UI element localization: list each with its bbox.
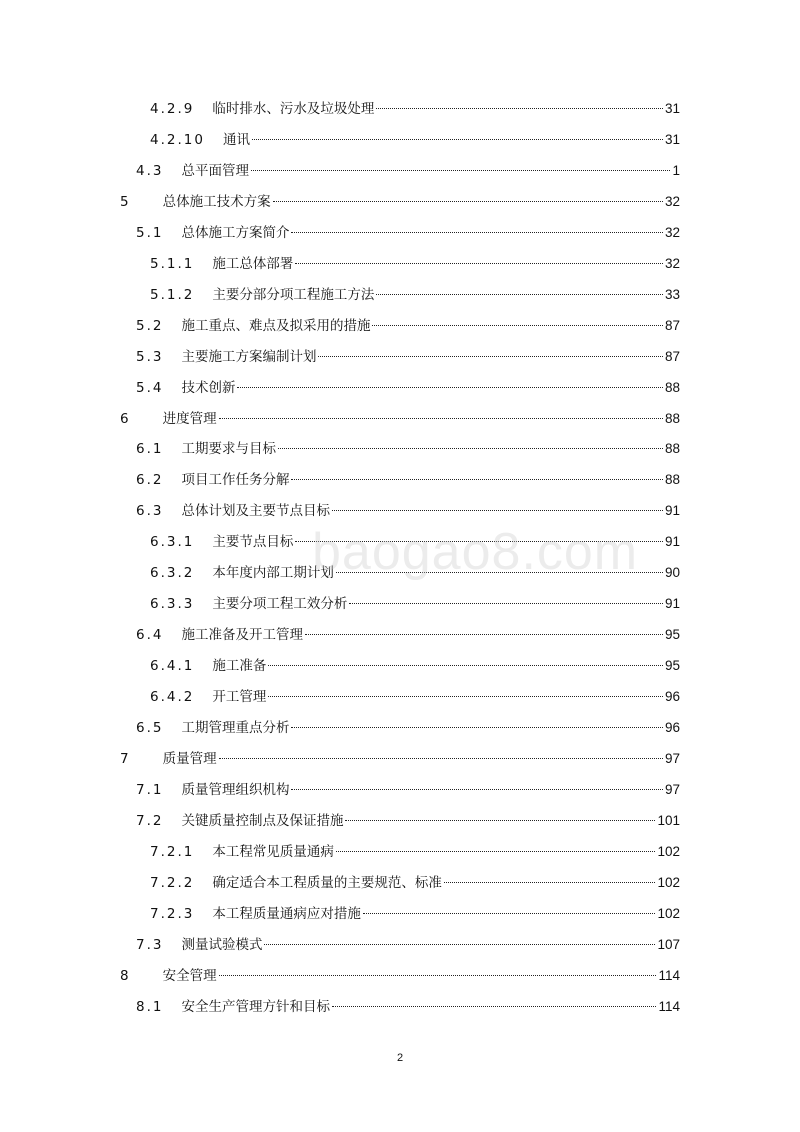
toc-entry-title: 主要节点目标 (212, 534, 294, 551)
dot-leader (291, 479, 662, 480)
toc-entry-number: 4.3 (136, 162, 164, 179)
dot-leader (336, 851, 656, 852)
toc-entry-title: 工期要求与目标 (181, 441, 276, 458)
dot-leader (291, 727, 662, 728)
toc-entry-title: 关键质量控制点及保证措施 (181, 812, 344, 829)
toc-entry[interactable] (150, 655, 680, 677)
toc-entry-page: 87 (664, 348, 680, 364)
dot-leader (444, 882, 656, 883)
toc-entry[interactable] (136, 934, 680, 956)
toc-entry[interactable] (136, 779, 680, 801)
toc-entry[interactable] (136, 996, 680, 1018)
toc-entry[interactable] (136, 717, 680, 739)
toc-entry-page: 91 (664, 534, 680, 550)
toc-entry-number: 5.1.2 (150, 286, 195, 303)
dot-leader (349, 603, 663, 604)
toc-entry[interactable] (120, 748, 680, 770)
toc-entry-page: 95 (664, 658, 680, 674)
toc-entry-page: 114 (658, 998, 680, 1014)
toc-entry[interactable] (150, 129, 680, 151)
toc-entry-page: 96 (664, 689, 680, 705)
dot-leader (237, 387, 662, 388)
toc-entry-number: 7 (120, 750, 131, 767)
toc-entry-page: 102 (657, 843, 680, 859)
toc-entry-title: 临时排水、污水及垃圾处理 (212, 101, 375, 117)
dot-leader (268, 665, 663, 666)
toc-entry-title: 总平面管理 (181, 162, 249, 179)
toc-entry[interactable] (136, 500, 680, 522)
toc-entry-page: 31 (664, 101, 680, 116)
dot-leader (219, 758, 663, 759)
toc-entry[interactable] (120, 191, 680, 213)
toc-entry-number: 6.5 (136, 720, 164, 736)
toc-entry-page: 88 (664, 410, 680, 426)
dot-leader (318, 356, 662, 357)
toc-entry-number: 6.4.1 (150, 658, 195, 675)
toc-entry-title: 项目工作任务分解 (181, 472, 290, 489)
toc-entry[interactable] (136, 469, 680, 491)
toc-entry-title: 测量试验模式 (181, 936, 263, 953)
toc-entry-number: 6.3.1 (150, 534, 195, 551)
dot-leader (363, 913, 656, 914)
toc-entry-number: 7.2.1 (150, 843, 195, 860)
toc-entry-title: 施工准备 (212, 658, 267, 675)
watermark: baogao8.com (312, 523, 639, 581)
toc-entry[interactable] (150, 841, 680, 863)
toc-entry-number: 4.2.10 (150, 131, 205, 148)
dot-leader (332, 510, 663, 511)
toc-entry-page: 95 (664, 627, 680, 643)
toc-entry[interactable] (136, 222, 680, 244)
toc-entry-number: 8.1 (136, 998, 164, 1015)
toc-entry-title: 本工程质量通病应对措施 (212, 905, 361, 922)
dot-leader (219, 975, 657, 976)
toc-entry-title: 本年度内部工期计划 (212, 565, 334, 582)
toc-entry[interactable] (136, 438, 680, 460)
dot-leader (291, 789, 662, 790)
toc-entry[interactable] (150, 686, 680, 708)
toc-entry-page: 91 (664, 596, 680, 612)
dot-leader (268, 696, 663, 697)
toc-entry-number: 7.2.2 (150, 874, 195, 891)
toc-entry[interactable] (150, 98, 680, 120)
toc-entry-page: 32 (664, 193, 680, 209)
toc-entry-page: 114 (658, 967, 680, 983)
toc-entry-title: 工期管理重点分析 (181, 720, 290, 736)
dot-leader (278, 448, 663, 449)
toc-entry-number: 5.1 (136, 224, 164, 241)
dot-leader (376, 108, 663, 109)
toc-entry[interactable] (136, 810, 680, 832)
toc-entry-page: 101 (657, 812, 680, 828)
toc-entry-title: 本工程常见质量通病 (212, 843, 334, 860)
toc-entry-number: 6.3 (136, 503, 164, 520)
dot-leader (251, 170, 671, 171)
toc-entry-title: 施工总体部署 (212, 255, 294, 272)
dot-leader (252, 139, 663, 140)
toc-entry-page: 97 (664, 750, 680, 766)
toc-entry-page: 88 (664, 441, 680, 457)
toc-entry[interactable] (120, 408, 680, 430)
toc-entry-number: 5.2 (136, 317, 164, 334)
dot-leader (273, 201, 663, 202)
page-number: 2 (396, 1052, 404, 1064)
toc-entry-page: 97 (664, 781, 680, 797)
toc-entry-page: 32 (664, 224, 680, 240)
toc-entry-title: 主要分项工程工效分析 (212, 596, 348, 613)
toc-entry-number: 7.2 (136, 812, 164, 829)
toc-entry[interactable] (150, 284, 680, 306)
toc-entry-title: 确定适合本工程质量的主要规范、标准 (212, 874, 442, 891)
toc-entry-number: 6.4 (136, 627, 164, 644)
dot-leader (332, 1006, 656, 1007)
toc-entry-number: 6.2 (136, 472, 164, 489)
dot-leader (372, 325, 662, 326)
toc-entry-title: 总体施工方案简介 (181, 224, 290, 241)
toc-entry-title: 安全管理 (162, 967, 217, 984)
toc-entry-number: 8 (120, 967, 131, 984)
toc-entry-title: 质量管理 (162, 750, 217, 767)
dot-leader (264, 944, 655, 945)
toc-entry-page: 102 (657, 874, 680, 890)
toc-entry-page: 88 (664, 379, 680, 395)
toc-entry[interactable] (120, 965, 680, 987)
toc-entry-number: 6.1 (136, 441, 164, 458)
toc-entry-number: 5.1.1 (150, 255, 195, 272)
toc-entry-title: 施工准备及开工管理 (181, 627, 303, 644)
toc-entry[interactable] (150, 253, 680, 275)
toc-entry[interactable] (150, 903, 680, 925)
dot-leader (376, 294, 663, 295)
dot-leader (305, 634, 663, 635)
toc-entry-title: 质量管理组织机构 (181, 781, 290, 798)
toc-entry[interactable] (136, 315, 680, 337)
toc-entry-number: 6.3.3 (150, 596, 195, 613)
toc-entry-page: 96 (664, 720, 680, 735)
toc-entry-number: 5 (120, 193, 131, 210)
toc-entry-number: 5.3 (136, 348, 164, 365)
toc-entry[interactable] (136, 160, 680, 182)
toc-entry-number: 6.3.2 (150, 565, 195, 582)
toc-entry-title: 安全生产管理方针和目标 (181, 998, 330, 1015)
toc-entry[interactable] (136, 624, 680, 646)
toc-entry-page: 87 (664, 317, 680, 333)
toc-entry-page: 91 (664, 503, 680, 519)
dot-leader (219, 418, 663, 419)
toc-entry[interactable] (150, 593, 680, 615)
toc-entry[interactable] (136, 346, 680, 368)
toc-entry-number: 4.2.9 (150, 101, 195, 117)
toc-entry-number: 7.1 (136, 781, 164, 798)
toc-entry-number: 6 (120, 410, 131, 427)
toc-entry-title: 开工管理 (212, 689, 267, 706)
dot-leader (291, 232, 662, 233)
toc-entry-title: 进度管理 (162, 410, 217, 427)
toc-entry-title: 总体施工技术方案 (162, 193, 271, 210)
toc-entry[interactable] (150, 872, 680, 894)
toc-entry-number: 7.3 (136, 936, 164, 953)
toc-entry-title: 技术创新 (181, 379, 236, 396)
toc-entry-page: 88 (664, 472, 680, 488)
toc-entry-number: 6.4.2 (150, 689, 195, 706)
toc-entry-title: 主要分部分项工程施工方法 (212, 286, 375, 303)
toc-entry-page: 107 (657, 936, 680, 952)
toc-entry-page: 32 (664, 255, 680, 271)
toc-entry-page: 102 (657, 905, 680, 921)
toc-entry-number: 5.4 (136, 379, 164, 396)
toc-entry-title: 总体计划及主要节点目标 (181, 503, 330, 520)
dot-leader (295, 263, 663, 264)
toc-entry-page: 33 (664, 286, 680, 302)
toc-entry-page: 90 (664, 565, 680, 581)
toc-entry-page: 1 (672, 162, 680, 178)
dot-leader (345, 820, 655, 821)
toc-entry-page: 31 (664, 131, 680, 147)
toc-entry-title: 主要施工方案编制计划 (181, 348, 317, 365)
toc-entry[interactable] (136, 377, 680, 399)
toc-entry-title: 施工重点、难点及拟采用的措施 (181, 317, 371, 334)
toc-entry-number: 7.2.3 (150, 905, 195, 922)
toc-entry-title: 通讯 (222, 131, 250, 148)
